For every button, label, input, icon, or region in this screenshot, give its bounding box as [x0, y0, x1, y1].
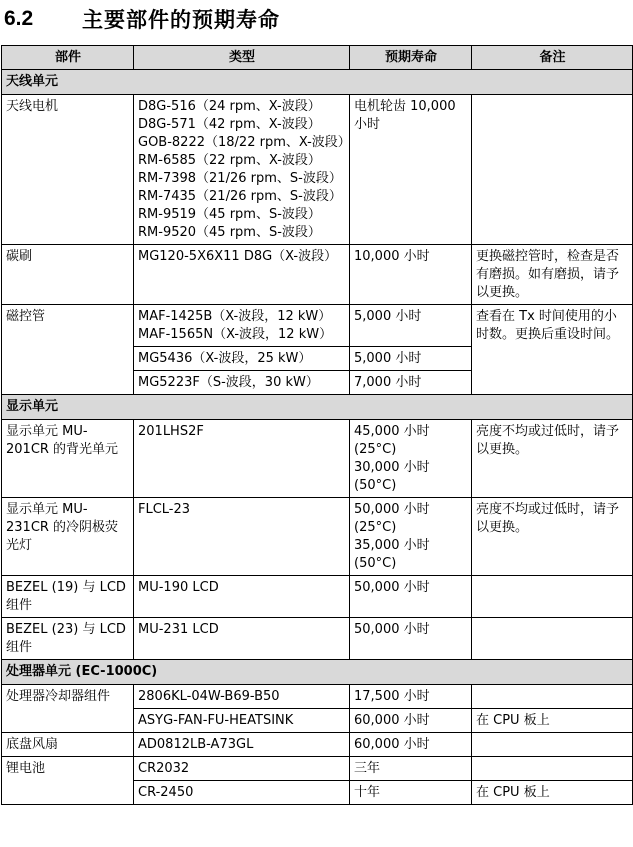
table-row [2, 420, 633, 498]
type-item: CR2032 [138, 761, 190, 776]
type-item: 2806KL-04W-B69-B50 [138, 689, 280, 704]
header-note: 备注 [472, 46, 633, 70]
life-expectancy-table [1, 45, 633, 805]
life-cell: 10,000 小时 [350, 245, 472, 305]
note-cell: 查看在 Tx 时间使用的小时数。更换后重设时间。 [472, 305, 633, 395]
type-cell [134, 781, 350, 805]
type-item: RM-9520（45 rpm、S-波段） [138, 225, 321, 240]
group-title: 显示单元 [2, 395, 633, 420]
type-item: CR-2450 [138, 785, 194, 800]
type-cell [134, 95, 350, 245]
type-item: MG5436（X-波段，25 kW） [138, 351, 312, 366]
type-cell [134, 498, 350, 576]
table-row [2, 757, 633, 781]
type-cell [134, 245, 350, 305]
type-item: D8G-571（42 rpm、X-波段） [138, 117, 321, 132]
life-cell: 三年 [350, 757, 472, 781]
table-row [2, 305, 633, 347]
header-part: 部件 [2, 46, 134, 70]
part-cell: BEZEL (19) 与 LCD 组件 [2, 576, 134, 618]
table-row [2, 733, 633, 757]
table-row [2, 95, 633, 245]
group-row-antenna [2, 70, 633, 95]
type-item: FLCL-23 [138, 502, 191, 517]
life-cell: 7,000 小时 [350, 371, 472, 395]
note-cell [472, 733, 633, 757]
note-cell [472, 685, 633, 709]
type-item: RM-6585（22 rpm、X-波段） [138, 153, 321, 168]
note-cell: 在 CPU 板上 [472, 709, 633, 733]
life-cell: 50,000 小时 [350, 618, 472, 660]
header-type: 类型 [134, 46, 350, 70]
part-cell: 处理器冷却器组件 [2, 685, 134, 733]
type-cell [134, 347, 350, 371]
note-cell [472, 95, 633, 245]
note-cell [472, 618, 633, 660]
type-cell [134, 618, 350, 660]
part-cell: 底盘风扇 [2, 733, 134, 757]
type-item: MU-190 LCD [138, 580, 219, 595]
table-row [2, 245, 633, 305]
type-item: MG120-5X6X11 D8G（X-波段） [138, 249, 338, 264]
type-item: AD0812LB-A73GL [138, 737, 254, 752]
note-cell: 亮度不均或过低时，请予以更换。 [472, 498, 633, 576]
table-row [2, 576, 633, 618]
life-cell: 50,000 小时 [350, 576, 472, 618]
type-item: MU-231 LCD [138, 622, 219, 637]
type-cell [134, 757, 350, 781]
life-cell: 60,000 小时 [350, 733, 472, 757]
group-title: 处理器单元 (EC-1000C) [2, 660, 633, 685]
life-cell: 50,000 小时 (25°C) 35,000 小时 (50°C) [350, 498, 472, 576]
table-row [2, 618, 633, 660]
group-row-processor [2, 660, 633, 685]
section-number: 6.2 [4, 7, 34, 30]
type-item: ASYG-FAN-FU-HEATSINK [138, 713, 294, 728]
table-row [2, 685, 633, 709]
table-row [2, 498, 633, 576]
part-cell: 显示单元 MU-201CR 的背光单元 [2, 420, 134, 498]
type-item: MG5223F（S-波段，30 kW） [138, 375, 319, 390]
type-item: RM-7398（21/26 rpm、S-波段） [138, 171, 342, 186]
type-item: 201LHS2F [138, 424, 204, 439]
life-cell: 60,000 小时 [350, 709, 472, 733]
type-cell [134, 420, 350, 498]
type-item: D8G-516（24 rpm、X-波段） [138, 99, 321, 114]
part-cell: 锂电池 [2, 757, 134, 805]
type-cell [134, 305, 350, 347]
group-row-display [2, 395, 633, 420]
type-item: RM-9519（45 rpm、S-波段） [138, 207, 321, 222]
type-cell [134, 371, 350, 395]
type-cell [134, 685, 350, 709]
section-heading [4, 2, 280, 36]
part-cell: 碳刷 [2, 245, 134, 305]
life-cell: 5,000 小时 [350, 347, 472, 371]
life-cell: 5,000 小时 [350, 305, 472, 347]
note-cell [472, 576, 633, 618]
note-cell: 更换磁控管时，检查是否有磨损。如有磨损，请予以更换。 [472, 245, 633, 305]
life-cell: 45,000 小时 (25°C) 30,000 小时 (50°C) [350, 420, 472, 498]
type-cell [134, 576, 350, 618]
note-cell: 亮度不均或过低时，请予以更换。 [472, 420, 633, 498]
part-cell: BEZEL (23) 与 LCD 组件 [2, 618, 134, 660]
note-cell [472, 757, 633, 781]
life-cell: 17,500 小时 [350, 685, 472, 709]
type-cell [134, 733, 350, 757]
life-cell: 电机轮齿 10,000 小时 [350, 95, 472, 245]
type-item: GOB-8222（18/22 rpm、X-波段） [138, 135, 351, 150]
part-cell: 磁控管 [2, 305, 134, 395]
part-cell: 天线电机 [2, 95, 134, 245]
group-title: 天线单元 [2, 70, 633, 95]
note-cell: 在 CPU 板上 [472, 781, 633, 805]
life-cell: 十年 [350, 781, 472, 805]
type-cell [134, 709, 350, 733]
table-header-row [2, 46, 633, 70]
type-item: MAF-1425B（X-波段，12 kW） [138, 309, 332, 324]
section-title: 主要部件的预期寿命 [82, 8, 280, 32]
type-item: RM-7435（21/26 rpm、S-波段） [138, 189, 342, 204]
type-item: MAF-1565N（X-波段，12 kW） [138, 327, 333, 342]
header-life: 预期寿命 [350, 46, 472, 70]
part-cell: 显示单元 MU-231CR 的冷阴极荧光灯 [2, 498, 134, 576]
